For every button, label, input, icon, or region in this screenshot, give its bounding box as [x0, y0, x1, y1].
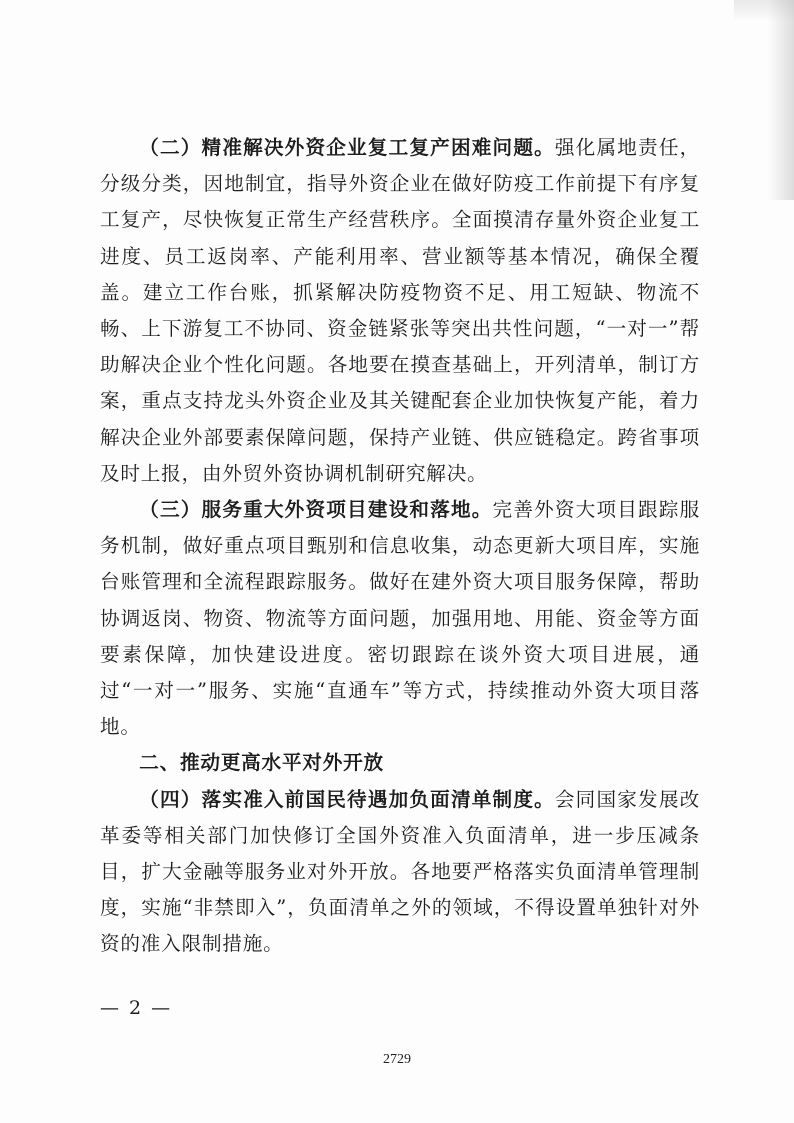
paragraph-4-lead: （四）落实准入前国民待遇加负面清单制度。 [139, 787, 555, 811]
scan-corner-shadow [734, 0, 794, 22]
document-body [100, 130, 700, 963]
section-heading: 二、推动更高水平对外开放 [139, 751, 384, 775]
paragraph-3-body: 完善外资大项目跟踪服务机制，做好重点项目甄别和信息收集，动态更新大项目库，实施台账管理和全流程跟踪服务。做好在建外资大项目服务保障，帮助协调返岗、物资、物流等方面问题，加强用地、用能、资金等方面要素保障，加快建设进度。密切跟踪在谈外资大项目进展，通过“一对一”服务、实施“直通车”等方式，持续推动外资大项目落地。 [100, 498, 700, 739]
scan-edge-shadow [768, 0, 794, 200]
archive-number: 2729 [383, 1052, 411, 1067]
paragraph-4-body: 会同国家发展改革委等相关部门加快修订全国外资准入负面清单，进一步压减条目，扩大金融等服务业对外开放。各地要严格落实负面清单管理制度，实施“非禁即入”，负面清单之外的领域，不得设置单独针对外资的准入限制措施。 [100, 787, 700, 956]
paragraph-2-body: 强化属地责任，分级分类，因地制宜，指导外资企业在做好防疫工作前提下有序复工复产，尽快恢复正常生产经营秩序。全面摸清存量外资企业复工进度、员工返岗率、产能利用率、营业额等基本情况，确保全覆盖。建立工作台账，抓紧解决防疫物资不足、用工短缺、物流不畅、上下游复工不协同、资金链紧张等突出共性问题，“一对一”帮助解决企业个性化问题。各地要在摸查基础上，开列清单，制订方案，重点支持龙头外资企业及其关键配套企业加快恢复产能，着力解决企业外部要素保障问题，保持产业链、供应链稳定。跨省事项及时上报，由外贸外资协调机制研究解决。 [100, 136, 700, 485]
paragraph-2 [100, 130, 700, 492]
paragraph-3-lead: （三）服务重大外资项目建设和落地。 [139, 498, 493, 522]
page-number: — 2 — [100, 997, 173, 1019]
paragraph-2-lead: （二）精准解决外资企业复工复产困难问题。 [139, 136, 555, 159]
paragraph-4 [100, 782, 700, 963]
paragraph-3 [100, 492, 700, 745]
